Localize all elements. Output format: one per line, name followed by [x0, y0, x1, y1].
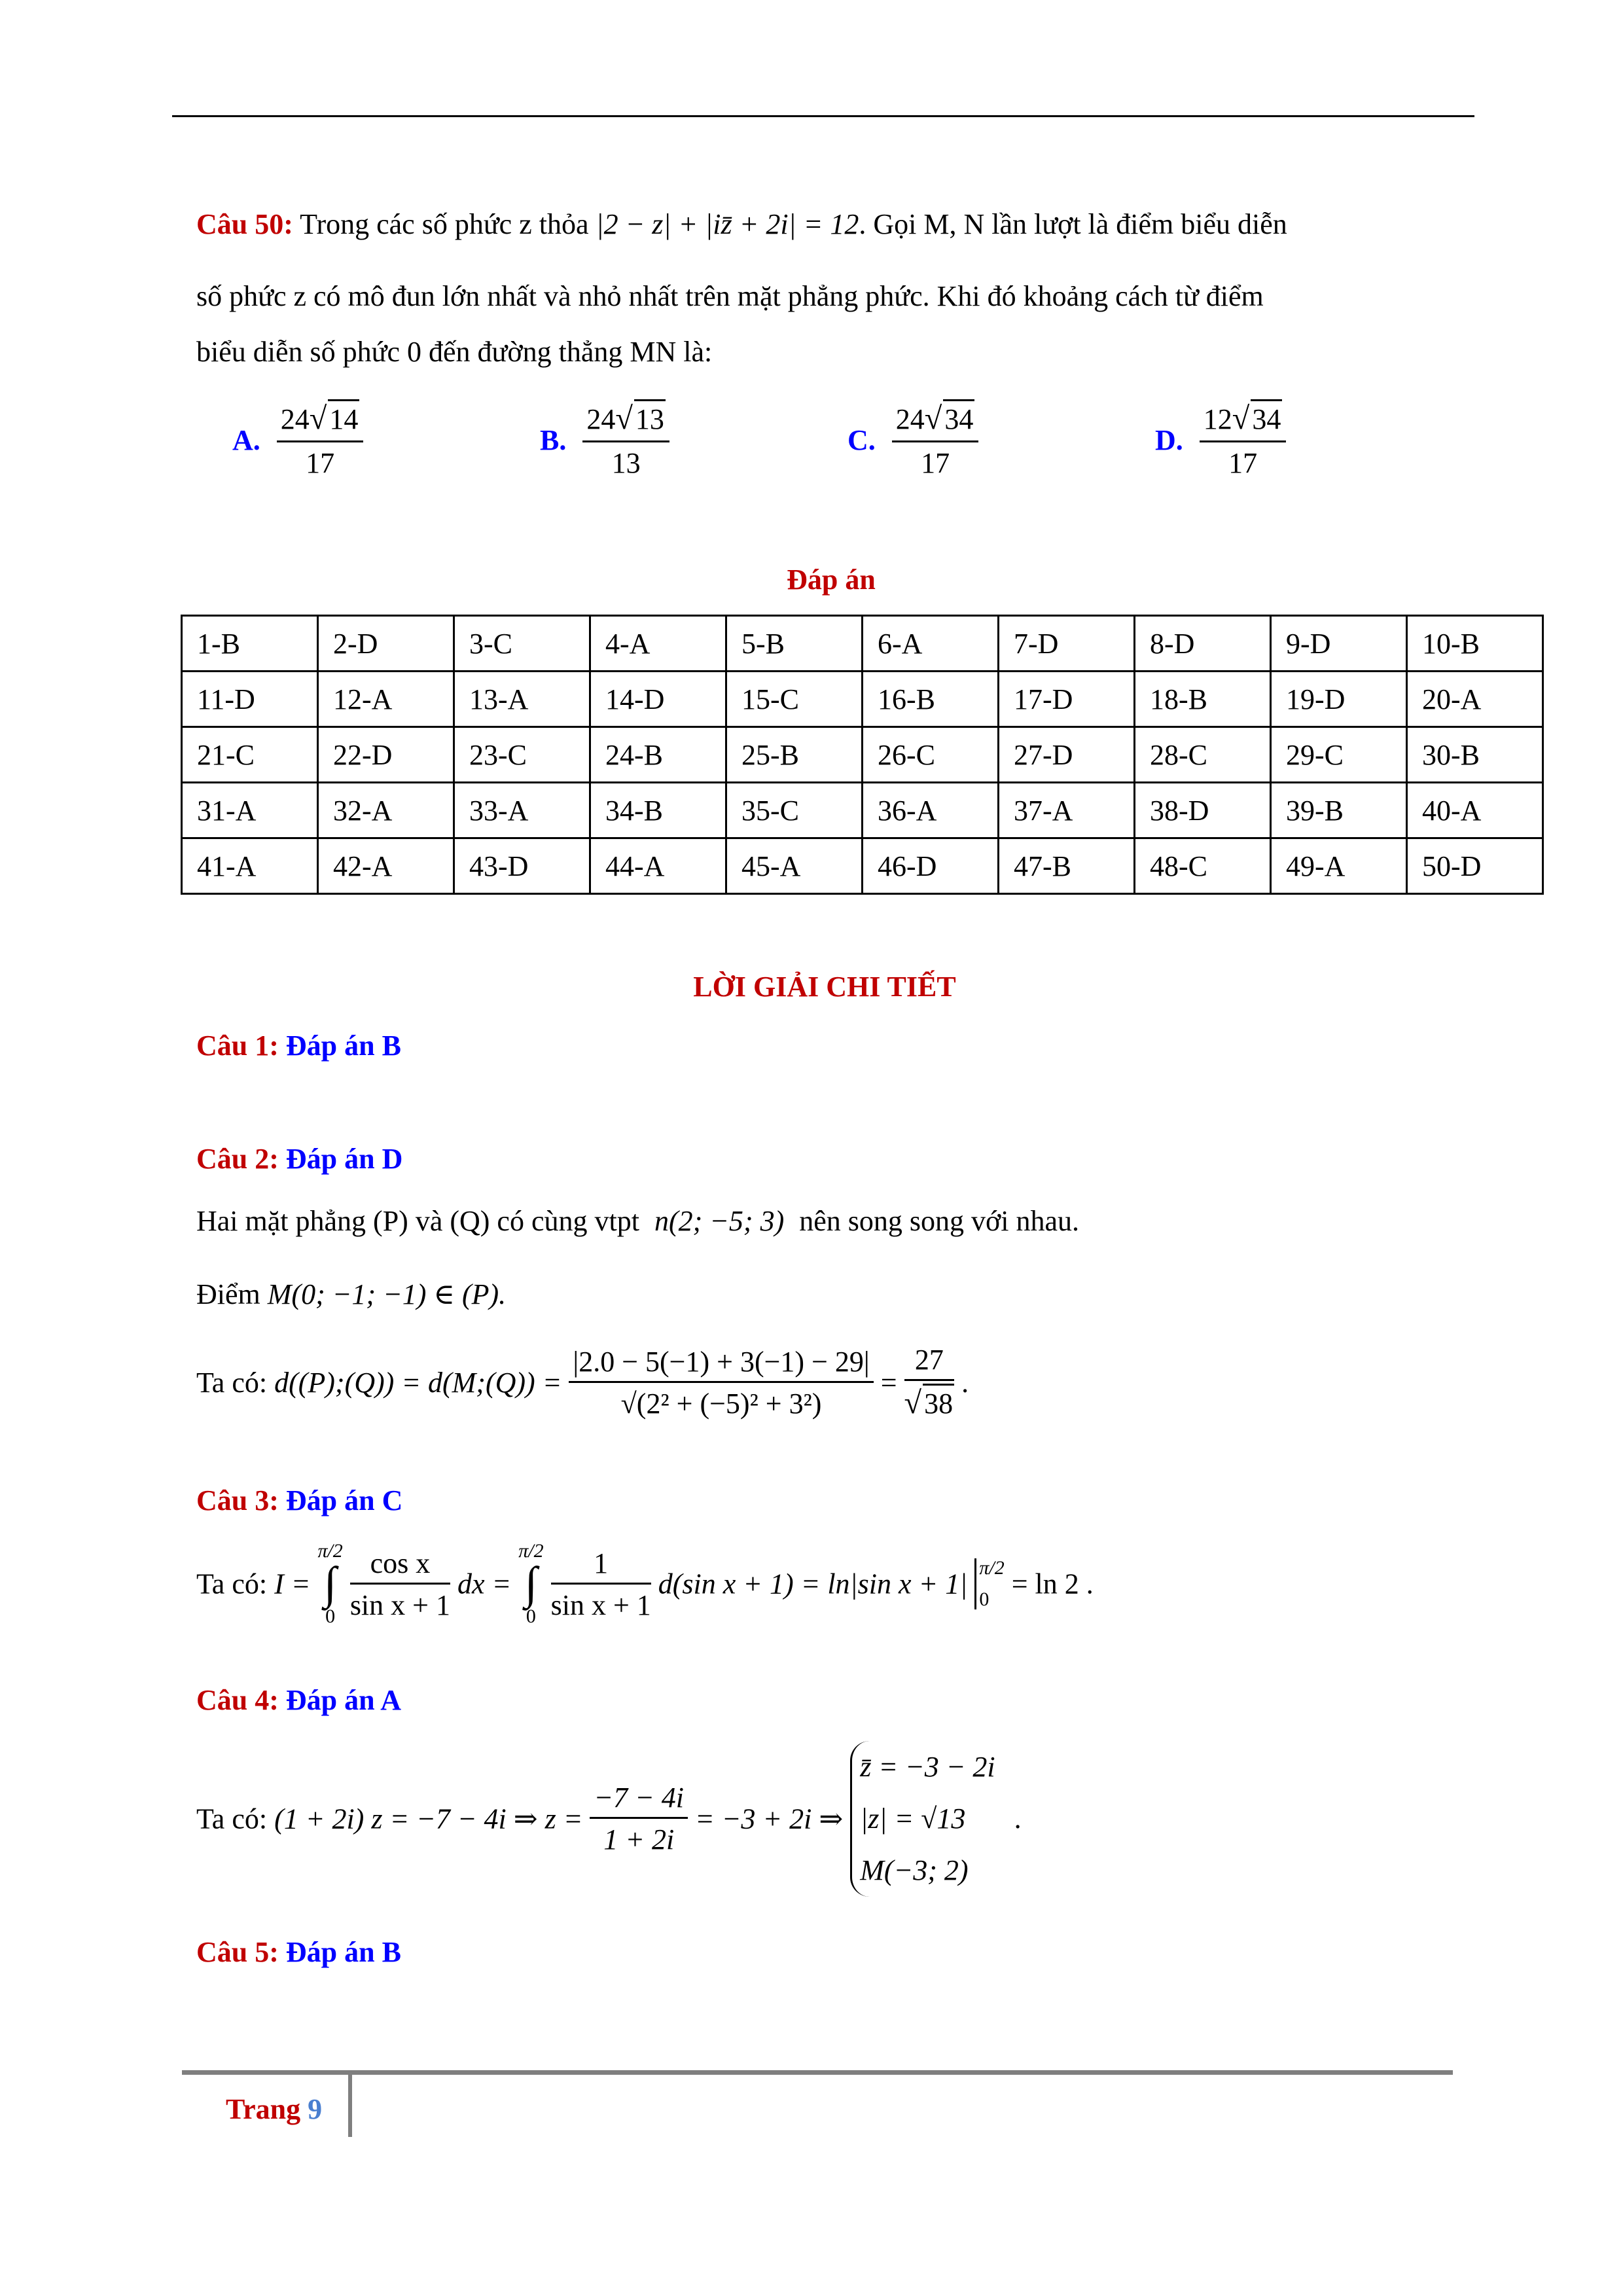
s5-label: Câu 5:: [196, 1936, 279, 1968]
q50-label: Câu 50:: [196, 208, 293, 240]
answer-cell: 30-B: [1407, 727, 1543, 783]
answer-cell: 26-C: [863, 727, 999, 783]
s4-answer: Đáp án A: [285, 1684, 401, 1716]
answers-title: Đáp án: [787, 564, 876, 596]
answer-cell: 43-D: [454, 838, 590, 894]
footer-page-word: Trang: [226, 2093, 301, 2125]
s4-lhs: (1 + 2i) z = −7 − 4i ⇒ z =: [274, 1803, 583, 1835]
answer-cell: 48-C: [1135, 838, 1271, 894]
option-c-rad: 34: [943, 399, 974, 437]
answer-cell: 12-A: [318, 672, 454, 727]
s2-distance-fraction: [569, 1344, 873, 1422]
answer-cell: 18-B: [1135, 672, 1271, 727]
footer-rule: [182, 2070, 1453, 2075]
answer-cell: 41-A: [182, 838, 318, 894]
footer-divider: [348, 2075, 352, 2137]
answer-cell: 47-B: [999, 838, 1135, 894]
option-d-coef: 12: [1203, 403, 1232, 435]
answer-cell: 31-A: [182, 783, 318, 838]
s4-ta-co: Ta có:: [196, 1803, 268, 1835]
q50-line3: biểu diễn số phức 0 đến đường thẳng MN là:: [196, 336, 713, 368]
s3-int1-top: π/2: [317, 1540, 343, 1562]
answer-cell: 3-C: [454, 616, 590, 672]
answer-cell: 40-A: [1407, 783, 1543, 838]
s3-label: Câu 3:: [196, 1484, 279, 1516]
answer-cell: 50-D: [1407, 838, 1543, 894]
answer-cell: 15-C: [726, 672, 863, 727]
s4-sys3: M(−3; 2): [860, 1854, 969, 1887]
s4-line: [196, 1741, 1022, 1897]
option-b-label: B.: [540, 423, 567, 456]
option-a-label: A.: [232, 423, 260, 456]
option-c-label: C.: [847, 423, 876, 456]
integral-icon: ∫: [524, 1558, 537, 1609]
option-a-coef: 24: [280, 403, 310, 435]
footer-page: [226, 2091, 322, 2127]
integral-icon: ∫: [324, 1558, 337, 1609]
option-a[interactable]: A. $\frac{24√14}{17}$: [232, 399, 363, 481]
s5-heading: [196, 1934, 401, 1970]
answer-cell: 7-D: [999, 616, 1135, 672]
s4-label: Câu 4:: [196, 1684, 279, 1716]
s4-heading: [196, 1682, 401, 1718]
s2-answer: Đáp án D: [285, 1143, 403, 1175]
s3-answer: Đáp án C: [285, 1484, 403, 1516]
answer-cell: 39-B: [1271, 783, 1407, 838]
table-row: [182, 672, 1543, 727]
option-c-den: 17: [921, 446, 950, 479]
footer-page-number: 9: [308, 2093, 323, 2125]
s2-den: √(2² + (−5)² + 3²): [620, 1387, 822, 1420]
option-d-rad: 34: [1251, 399, 1282, 437]
table-row: [182, 783, 1543, 838]
s5-answer: Đáp án B: [285, 1936, 401, 1968]
s2-line1-b: nên song song với nhau.: [799, 1205, 1080, 1237]
option-d[interactable]: D. $\frac{12√34}{17}$: [1155, 399, 1286, 481]
answer-cell: 8-D: [1135, 616, 1271, 672]
s4-dot: .: [1014, 1803, 1022, 1835]
answer-cell: 36-A: [863, 783, 999, 838]
s3-f1-den: sin x + 1: [349, 1588, 450, 1621]
s3-I: I =: [274, 1568, 311, 1600]
s4-den: 1 + 2i: [603, 1823, 675, 1856]
s4-sys2: |z| = √13: [860, 1803, 966, 1835]
answer-cell: 33-A: [454, 783, 590, 838]
s2-line1: [196, 1203, 1079, 1239]
answer-cell: 14-D: [590, 672, 726, 727]
s2-result-den: 38: [923, 1384, 954, 1422]
answer-cell: 32-A: [318, 783, 454, 838]
s3-eval-bot: 0: [979, 1588, 990, 1610]
answer-cell: 21-C: [182, 727, 318, 783]
answer-cell: 4-A: [590, 616, 726, 672]
s1-label: Câu 1:: [196, 1030, 279, 1062]
s3-f1-num: cos x: [350, 1545, 450, 1585]
answer-cell: 5-B: [726, 616, 863, 672]
s2-eq: =: [880, 1366, 897, 1399]
answer-cell: 38-D: [1135, 783, 1271, 838]
answer-cell: 42-A: [318, 838, 454, 894]
answer-cell: 19-D: [1271, 672, 1407, 727]
s2-heading: [196, 1141, 402, 1177]
q50-text-a: Trong các số phức z thỏa: [300, 208, 589, 240]
s3-dx: dx =: [457, 1568, 512, 1600]
q50-line1: [196, 206, 1287, 242]
table-row: [182, 838, 1543, 894]
answer-cell: 1-B: [182, 616, 318, 672]
s3-eval-top: π/2: [979, 1557, 1005, 1579]
option-b-coef: 24: [586, 403, 616, 435]
answer-cell: 46-D: [863, 838, 999, 894]
s4-system: [850, 1741, 995, 1897]
answer-cell: 20-A: [1407, 672, 1543, 727]
s3-int2-top: π/2: [518, 1540, 544, 1562]
answer-cell: 13-A: [454, 672, 590, 727]
answer-cell: 49-A: [1271, 838, 1407, 894]
option-d-label: D.: [1155, 423, 1183, 456]
answer-cell: 16-B: [863, 672, 999, 727]
answer-cell: 17-D: [999, 672, 1135, 727]
s3-f2-num: 1: [551, 1545, 651, 1585]
answer-cell: 24-B: [590, 727, 726, 783]
s2-end: .: [961, 1366, 969, 1399]
s4-sys1: z̄ = −3 − 2i: [860, 1751, 995, 1783]
q50-line2: số phức z có mô đun lớn nhất và nhỏ nhất trên mặt phẳng phức. Khi đó khoảng cách từ điểm: [196, 280, 1264, 312]
s1-heading: [196, 1028, 401, 1064]
table-row: [182, 616, 1543, 672]
s2-point: M(0; −1; −1) ∈ (P).: [267, 1278, 507, 1310]
s3-int2-bot: 0: [526, 1605, 536, 1627]
s2-line2: [196, 1276, 506, 1312]
s3-f2-den: sin x + 1: [550, 1588, 651, 1621]
s1-answer: Đáp án B: [285, 1030, 401, 1062]
answer-cell: 37-A: [999, 783, 1135, 838]
s3-end: = ln 2 .: [1011, 1568, 1094, 1600]
s2-label: Câu 2:: [196, 1143, 279, 1175]
s4-rhs: = −3 + 2i ⇒: [695, 1803, 844, 1835]
option-c[interactable]: C. $\frac{24√34}{17}$: [847, 399, 978, 481]
option-b-den: 13: [611, 446, 641, 479]
s2-num: |2.0 − 5(−1) + 3(−1) − 29|: [569, 1344, 873, 1383]
option-a-rad: 14: [328, 399, 359, 437]
option-b[interactable]: B. $\frac{24√13}{13}$: [540, 399, 669, 481]
answer-cell: 27-D: [999, 727, 1135, 783]
q50-text-b: . Gọi M, N lần lượt là điểm biểu diễn: [859, 208, 1287, 240]
answer-cell: 44-A: [590, 838, 726, 894]
answer-cell: 10-B: [1407, 616, 1543, 672]
option-c-coef: 24: [895, 403, 925, 435]
s2-result-num: 27: [904, 1342, 955, 1381]
answer-cell: 45-A: [726, 838, 863, 894]
answer-table: [181, 615, 1544, 895]
answer-cell: 22-D: [318, 727, 454, 783]
s2-line3: [196, 1342, 969, 1424]
header-rule: [172, 115, 1474, 117]
answer-cell: 23-C: [454, 727, 590, 783]
s2-distance-lhs: d((P);(Q)) = d(M;(Q)) =: [274, 1366, 562, 1399]
option-a-den: 17: [306, 446, 335, 479]
s2-ta-co: Ta có:: [196, 1366, 268, 1399]
answer-cell: 29-C: [1271, 727, 1407, 783]
answer-cell: 28-C: [1135, 727, 1271, 783]
answer-cell: 9-D: [1271, 616, 1407, 672]
answer-cell: 25-B: [726, 727, 863, 783]
answer-cell: 11-D: [182, 672, 318, 727]
answer-cell: 2-D: [318, 616, 454, 672]
s3-int1-bot: 0: [325, 1605, 336, 1627]
s3-mid: d(sin x + 1) = ln|sin x + 1|: [658, 1568, 968, 1600]
s3-heading: [196, 1482, 402, 1518]
answer-cell: 35-C: [726, 783, 863, 838]
s3-line: [196, 1541, 1094, 1626]
option-d-den: 17: [1228, 446, 1258, 479]
answer-cell: 6-A: [863, 616, 999, 672]
table-row: [182, 727, 1543, 783]
s4-num: −7 − 4i: [590, 1780, 688, 1819]
s2-result-fraction: $\frac{27}{√38}$: [904, 1342, 955, 1424]
s2-vector: n(2; −5; 3): [654, 1205, 785, 1237]
s2-line1-a: Hai mặt phẳng (P) và (Q) có cùng vtpt: [196, 1205, 639, 1237]
s3-ta-co: Ta có:: [196, 1568, 268, 1600]
solutions-title: LỜI GIẢI CHI TIẾT: [693, 971, 956, 1003]
option-b-rad: 13: [634, 399, 666, 437]
s2-line2-a: Điểm: [196, 1278, 260, 1310]
q50-expr: |2 − z| + |iz̄ + 2i| = 12: [596, 208, 859, 240]
answer-cell: 34-B: [590, 783, 726, 838]
